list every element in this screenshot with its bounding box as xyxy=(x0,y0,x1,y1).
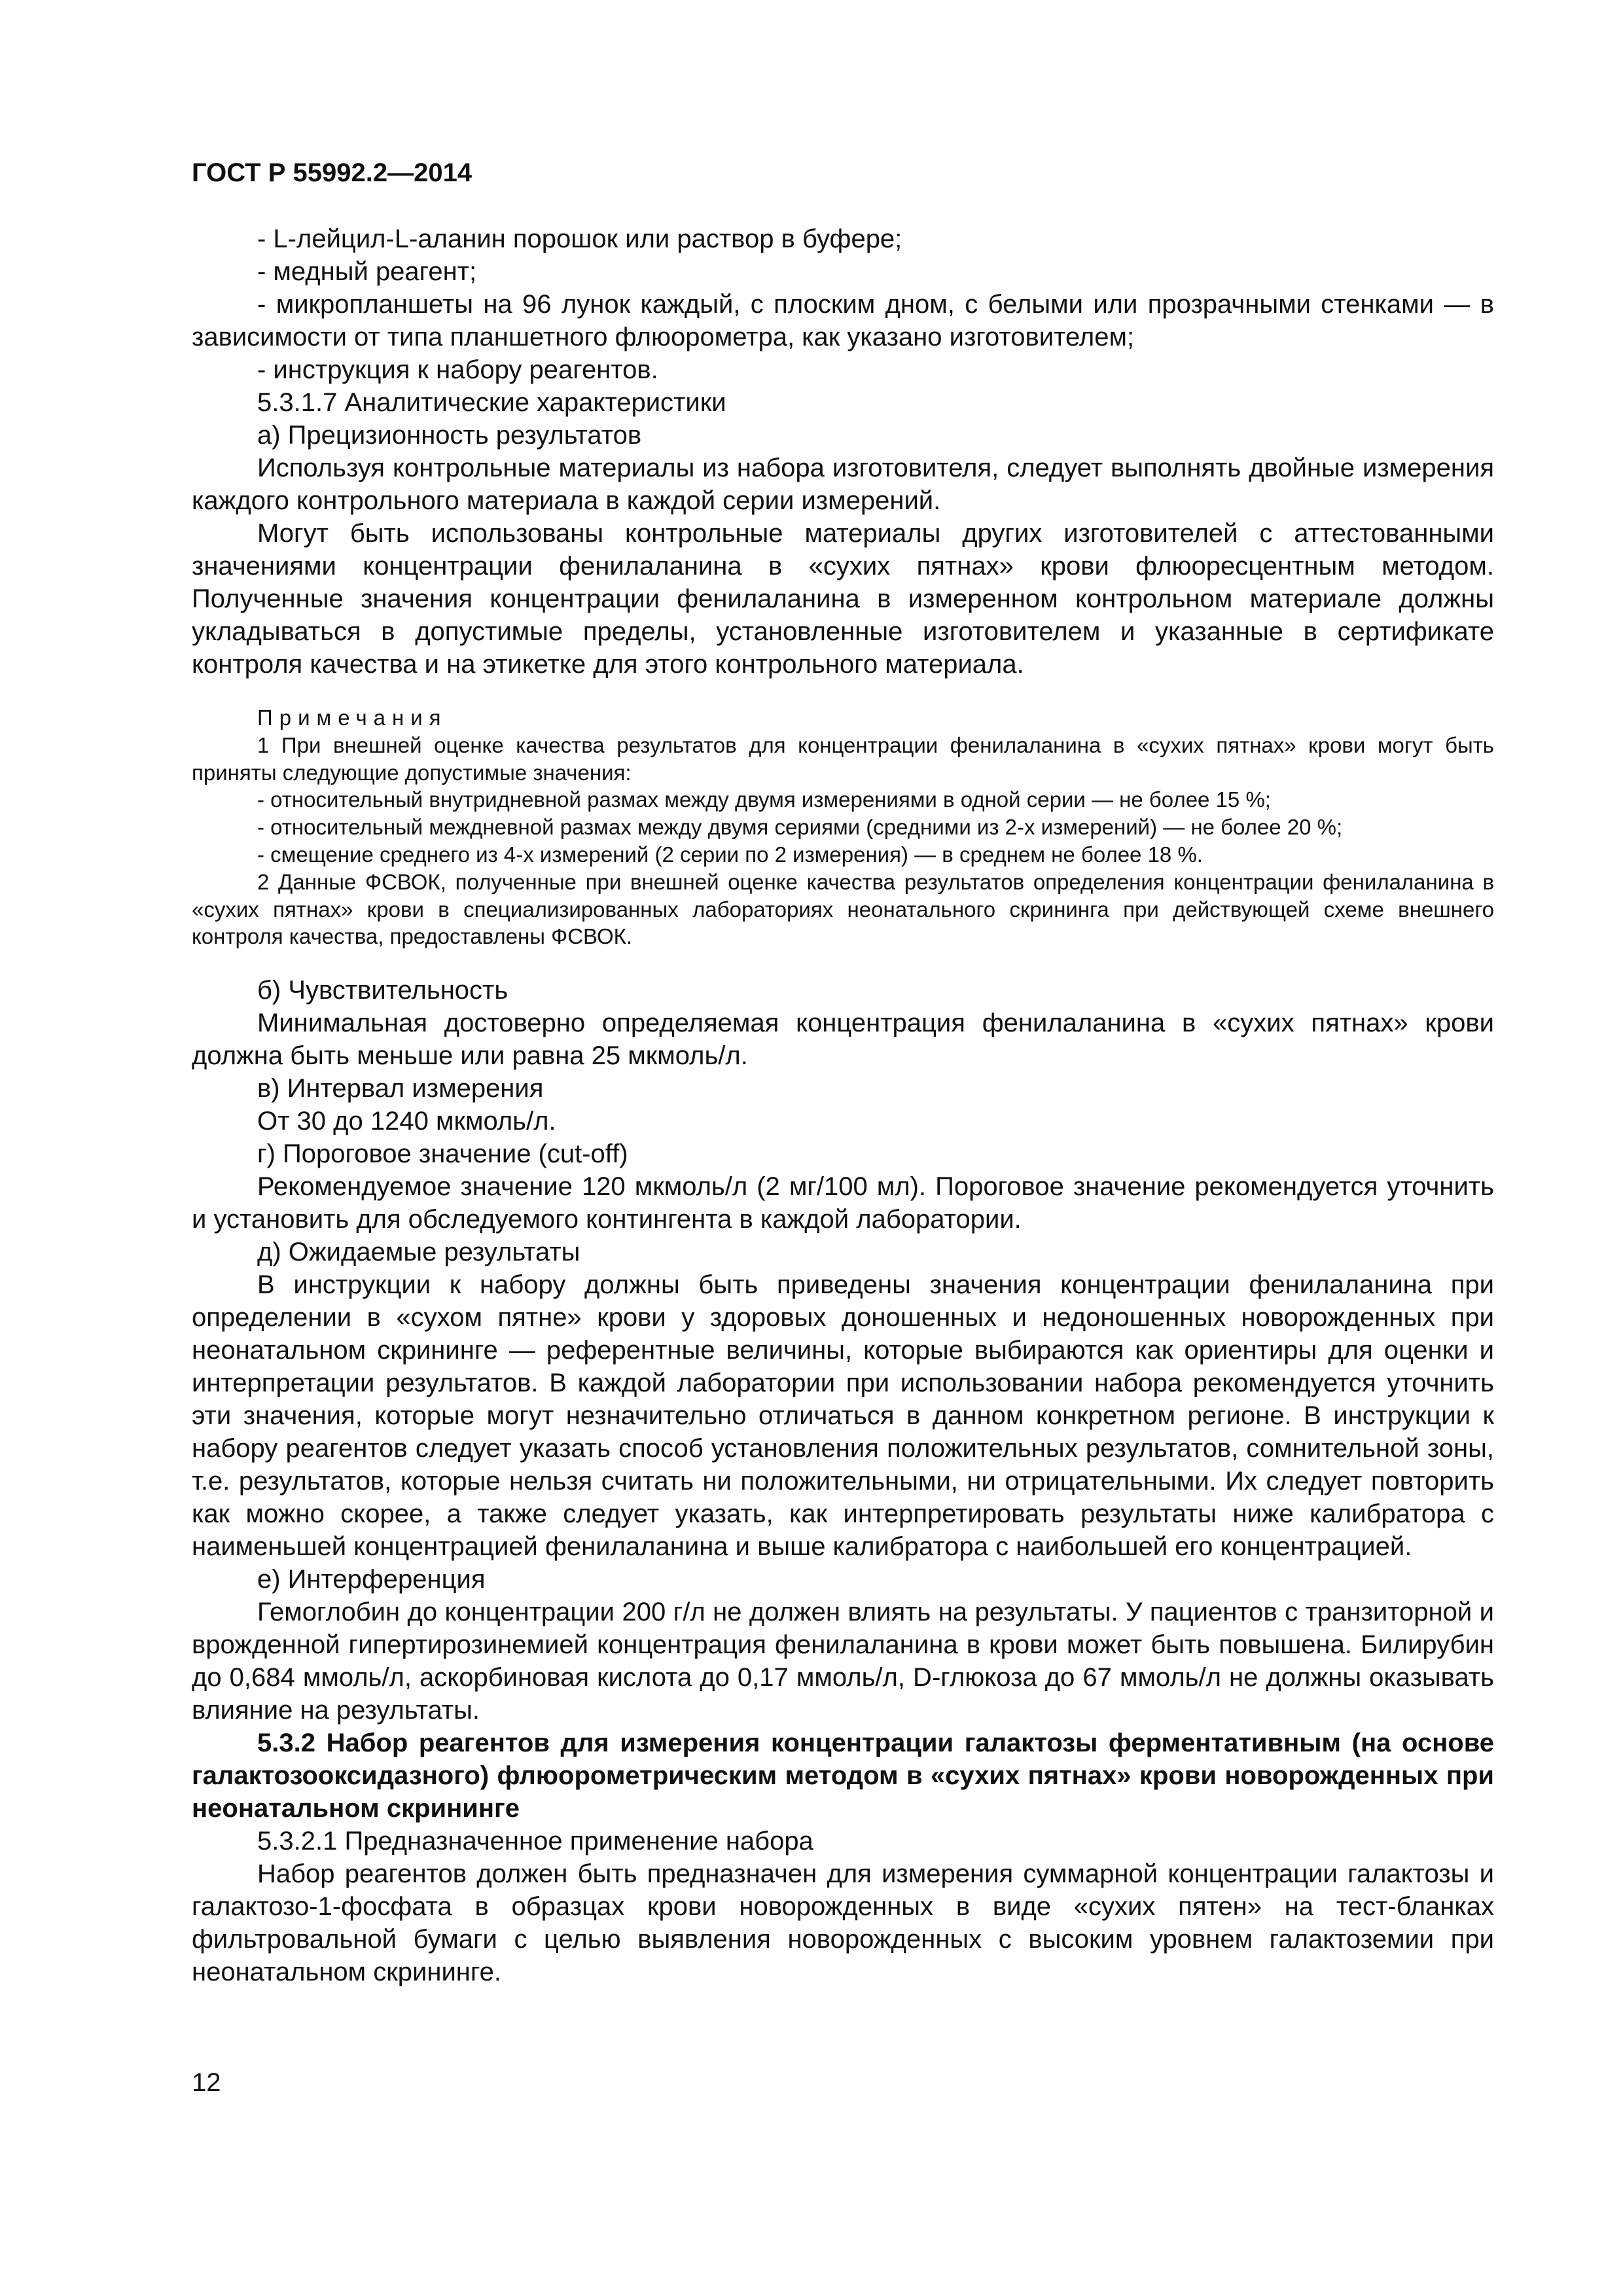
note-line: - относительный междневной размах между двумя сериями (средними из 2-х измерений) — не более 20 %; xyxy=(257,815,1343,840)
subsection-heading: е) Интерференция xyxy=(257,1565,486,1594)
note-line: 2 Данные ФСВОК, полученные при внешней оценке качества результатов определения концентрации фенилаланина в «сухих пятнах» крови в специализированных лабораториях неонатального скрининга при действующей схеме внешнего контроля качества, предоставлены ФСВОК. xyxy=(192,869,1494,949)
document-page xyxy=(192,157,1494,1988)
subsection-heading: в) Интервал измерения xyxy=(257,1074,544,1103)
body-paragraph: Рекомендуемое значение 120 мкмоль/л (2 мг/100 мл). Пороговое значение рекомендуется уточнить и установить для обследуемого контингента в каждой лаборатории. xyxy=(192,1172,1494,1234)
subsection-heading: д) Ожидаемые результаты xyxy=(257,1238,580,1267)
subsection-heading: г) Пороговое значение (cut-off) xyxy=(257,1139,628,1169)
list-item-reagent: - инструкция к набору реагентов. xyxy=(257,355,658,384)
section-title-bold: 5.3.2 Набор реагентов для измерения концентрации галактозы ферментативным (на основе галактозооксидазного) флюорометрическим методом в «сухих пятнах» крови новорожденных при неонатальном скрининге xyxy=(192,1729,1494,1823)
body-paragraph: Используя контрольные материалы из набора изготовителя, следует выполнять двойные измерения каждого контрольного материала в каждой серии измерений. xyxy=(192,454,1494,515)
document-header: ГОСТ Р 55992.2—2014 xyxy=(192,158,473,187)
body-paragraph: Могут быть использованы контрольные материалы других изготовителей с аттестованными значениями концентрации фенилаланина в «сухих пятнах» крови флюоресцентным методом. Полученные значения концентрации фенилаланина в измеренном контрольном материале должны укладываться в допустимые пределы, установленные изготовителем и указанные в сертификате контроля качества и на этикетке для этого контрольного материала. xyxy=(192,519,1494,679)
body-paragraph: Минимальная достоверно определяемая концентрация фенилаланина в «сухих пятнах» крови должна быть меньше или равна 25 мкмоль/л. xyxy=(192,1009,1494,1071)
page-number: 12 xyxy=(192,2068,221,2097)
list-item-reagent: - L-лейцил-L-аланин порошок или раствор в буфере; xyxy=(257,224,902,253)
notes-block xyxy=(192,704,1494,950)
notes-title: Примечания xyxy=(257,706,448,730)
list-item-reagent: - медный реагент; xyxy=(257,257,477,286)
note-line: - относительный внутридневной размах между двумя измерениями в одной серии — не более 15 %; xyxy=(257,787,1271,812)
note-line: - смещение среднего из 4-х измерений (2 серии по 2 измерения) — в среднем не более 18 %. xyxy=(257,842,1203,867)
subsection-heading: а) Прецизионность результатов xyxy=(257,421,642,450)
section-heading: 5.3.1.7 Аналитические характеристики xyxy=(257,388,726,417)
section-heading: 5.3.2.1 Предназначенное применение набора xyxy=(257,1827,813,1856)
note-line: 1 При внешней оценке качества результатов для концентрации фенилаланина в «сухих пятнах» крови могут быть приняты следующие допустимые значения: xyxy=(192,732,1494,785)
subsection-heading: б) Чувствительность xyxy=(257,976,508,1005)
body-paragraph: Гемоглобин до концентрации 200 г/л не должен влиять на результаты. У пациентов с транзиторной и врожденной гипертирозинемией концентрация фенилаланина в крови может быть повышена. Билирубин до 0,684 ммоль/л, аскорбиновая кислота до 0,17 ммоль/л, D-глюкоза до 67 ммоль/л не должны оказывать влияние на результаты. xyxy=(192,1598,1494,1725)
body-paragraph: От 30 до 1240 мкмоль/л. xyxy=(257,1107,556,1136)
body-paragraph: В инструкции к набору должны быть приведены значения концентрации фенилаланина при определении в «сухом пятне» крови у здоровых доношенных и недоношенных новорожденных при неонатальном скрининге — референтные величины, которые выбираются как ориентиры для оценки и интерпретации результатов. В каждой лаборатории при использовании набора рекомендуется уточнить эти значения, которые могут незначительно отличаться в данном конкретном регионе. В инструкции к набору реагентов следует указать способ установления положительных результатов, сомнительной зоны, т.е. результатов, которые нельзя считать ни положительными, ни отрицательными. Их следует повторить как можно скорее, а также следует указать, как интерпретировать результаты ниже калибратора с наименьшей концентрацией фенилаланина и выше калибратора с наибольшей его концентрацией. xyxy=(192,1270,1494,1562)
list-item-reagent: - микропланшеты на 96 лунок каждый, с плоским дном, с белыми или прозрачными стенками — в зависимости от типа планшетного флюорометра, как указано изготовителем; xyxy=(192,290,1494,351)
body-paragraph: Набор реагентов должен быть предназначен для измерения суммарной концентрации галактозы и галактозо-1-фосфата в образцах крови новорожденных в виде «сухих пятен» на тест-бланках фильтровальной бумаги с целью выявления новорожденных с высоким уровнем галактоземии при неонатальном скрининге. xyxy=(192,1859,1494,1987)
